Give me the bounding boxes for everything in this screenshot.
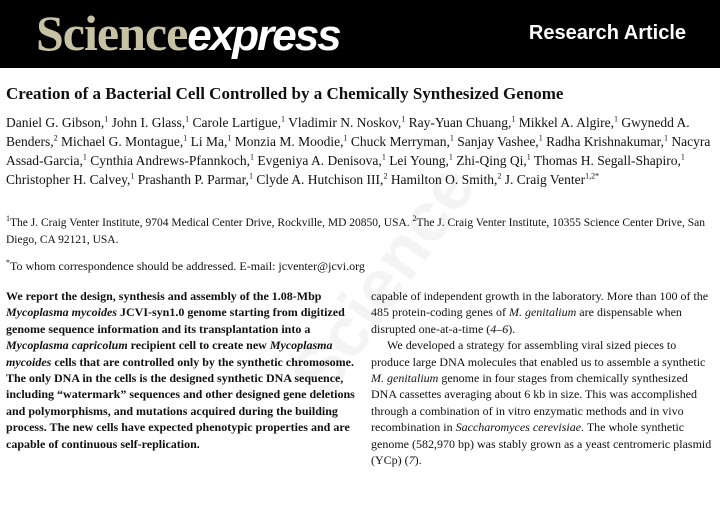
author-name: Li Ma, [190,134,228,149]
affiliation-1-mark: 1 [6,214,10,224]
author-name: Zhi-Qing Qi, [456,153,527,168]
citation: 7 [408,453,415,468]
logo-express: express [187,11,340,60]
correspondence-text: To whom correspondence should be addressed. E-mail: jcventer@jcvi.org [10,259,365,273]
author-affiliation-mark: 1 [511,114,516,124]
body-text: ). [508,321,516,336]
author-affiliation-mark: 1 [381,152,386,162]
body-text: – [496,321,503,336]
abstract-text: JCVI-syn1.0 genome starting from digitized genome sequence information and its transplantation into a [6,305,345,336]
author-name: Nacyra Assad-Garcia, [6,134,711,168]
abstract-species: Mycoplasma mycoides [6,305,117,320]
body-species: Saccharomyces cerevisiae [455,420,582,435]
author-name: Thomas H. Segall-Shapiro, [533,153,681,168]
author-affiliation-mark: 1 [449,133,454,143]
body-text: genome in four stages from chemically synthesized DNA cassettes averaging about 6 kb in size. This was accomplished through a combination of in vitro enzymatic methods and in vivo recombination in [371,371,698,435]
abstract-species: Mycoplasma capricolum [6,338,128,353]
article-type-label: Research Article [528,22,686,44]
author-affiliation-mark: 1 [104,114,109,124]
abstract-species: Mycoplasma mycoides [6,338,333,369]
author-name: Prashanth P. Parmar, [137,172,249,187]
author-name: Carole Lartigue, [192,115,281,130]
body-species: M. genitalium [508,305,577,320]
author-name: Gwynedd A. Benders, [6,115,690,149]
author-name: Monzia M. Moodie, [234,134,344,149]
author-affiliation-mark: 1 [280,114,285,124]
author-name: Cynthia Andrews-Pfannkoch, [90,153,250,168]
body-text: . The whole synthetic genome (582,970 bp) was stably grown as a yeast centromeric plasmid (YCp) ( [371,420,712,468]
article-title: Creation of a Bacterial Cell Controlled by a Chemically Synthesized Genome [6,84,564,103]
correspondence-note [6,258,712,274]
author-affiliation-mark: 1 [343,133,348,143]
author-affiliation-mark: 2 [53,133,58,143]
body-text [371,288,716,468]
author-name: J. Craig Venter [504,172,586,187]
author-name: Mikkel A. Algire, [518,115,614,130]
masthead [0,0,720,68]
author-affiliation-mark: 1 [130,171,135,181]
body-text: capable of independent growth in the laboratory. More than 100 of the 485 protein-coding genes of [371,289,709,320]
author-name: John I. Glass, [111,115,186,130]
author-affiliation-mark: 1 [613,114,618,124]
author-affiliation-mark: 1 [680,152,685,162]
author-name: Michael G. Montague, [61,134,184,149]
abstract-text: We report the design, synthesis and assembly of the 1.08-Mbp [6,289,322,303]
author-name: Daniel G. Gibson, [6,115,105,130]
body-text: are dispensable when disrupted one-at-a-time ( [371,305,682,336]
author-name: Lei Young, [389,153,449,168]
author-affiliation-mark: 1 [526,152,531,162]
affiliation-1: The J. Craig Venter Institute, 9704 Medical Center Drive, Rockville, MD 20850, USA. [10,217,410,229]
logo-science: Science [36,5,188,61]
affiliation-2-mark: 2 [412,214,417,224]
author-name: Clyde A. Hutchison III, [256,172,384,187]
abstract-text: cells that are controlled only by the synthetic chromosome. The only DNA in the cells is the designed synthetic DNA sequence, including “watermark” sequences and other designed gene deletions and polymorphisms, and mutations acquired during the building process. The new cells have expected phenotypic properties and are capable of continuous self-replication. [6,354,355,451]
author-name: Hamilton O. Smith, [390,172,498,187]
author-affiliation-mark: 1,2* [585,171,600,181]
author-name: Chuck Merryman, [350,134,450,149]
author-affiliation-mark: 1 [248,171,253,181]
author-name: Evgeniya A. Denisova, [257,153,382,168]
affiliations [6,215,712,248]
author-affiliation-mark: 1 [249,152,254,162]
author-affiliation-mark: 1 [401,114,406,124]
abstract-paragraph [6,288,358,452]
science-express-logo [36,6,340,63]
author-list [6,113,712,189]
body-species: M. genitalium [371,371,439,386]
body-text: We developed a strategy for assembling viral sized pieces to produce large DNA molecules that enabled us to assemble a synthetic [371,338,706,369]
author-affiliation-mark: 2 [497,171,502,181]
affiliation-2: The J. Craig Venter Institute, 10355 Science Center Drive, San Diego, CA 92121, USA. [6,217,706,246]
abstract [6,288,358,452]
author-affiliation-mark: 1 [538,133,543,143]
abstract-text: recipient cell to create new [127,338,270,353]
author-name: Christopher H. Calvey, [6,172,131,187]
author-affiliation-mark: 1 [664,133,668,143]
citation: 4 [490,321,497,336]
author-name: Sanjay Vashee, [457,134,539,149]
author-name: Ray-Yuan Chuang, [408,115,512,130]
author-affiliation-mark: 1 [448,152,453,162]
correspondence-mark: * [6,258,10,267]
author-name: Radha Krishnakumar, [546,134,664,149]
body-paragraph-2 [371,337,716,468]
author-affiliation-mark: 2 [383,171,388,181]
author-affiliation-mark: 1 [185,114,190,124]
body-paragraph-1 [371,288,716,337]
author-affiliation-mark: 1 [183,133,188,143]
citation: 6 [502,321,509,336]
author-affiliation-mark: 1 [227,133,232,143]
body-text: ). [414,453,422,468]
author-name: Vladimir N. Noskov, [288,115,402,130]
author-affiliation-mark: 1 [82,152,87,162]
